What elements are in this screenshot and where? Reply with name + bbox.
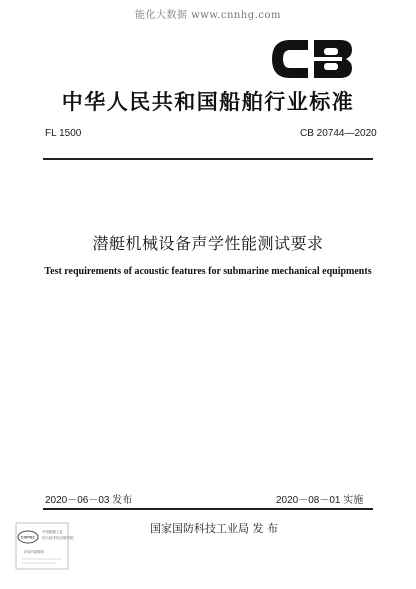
header-divider	[43, 158, 373, 160]
cb-logo	[268, 36, 356, 82]
publisher: 国家国防科技工业局 发 布	[150, 522, 278, 535]
stamp-logo: CINTEC	[20, 535, 36, 540]
stamp-line-1: 中国船舶工业	[42, 530, 63, 534]
watermark: 能化大数据 www.cnnhg.com	[135, 10, 281, 21]
stamp-line-2: 综合技术经济研究院	[42, 536, 74, 540]
effective-date: 2020－08－01 实施	[276, 495, 364, 506]
document-title-english: Test requirements of acoustic features for submarine mechanical equipments	[44, 266, 372, 277]
issuing-body-title: 中华人民共和国船舶行业标准	[61, 90, 355, 114]
footer-divider	[43, 508, 373, 510]
classification-code: FL 1500	[45, 128, 82, 139]
document-title-chinese: 潜艇机械设备声学性能测试要求	[92, 234, 324, 253]
standard-number: CB 20744—2020	[300, 128, 377, 139]
publisher-stamp	[14, 521, 74, 571]
stamp-line-3: (印)内部资料	[24, 550, 45, 554]
issue-date: 2020－06－03 发布	[45, 495, 133, 506]
